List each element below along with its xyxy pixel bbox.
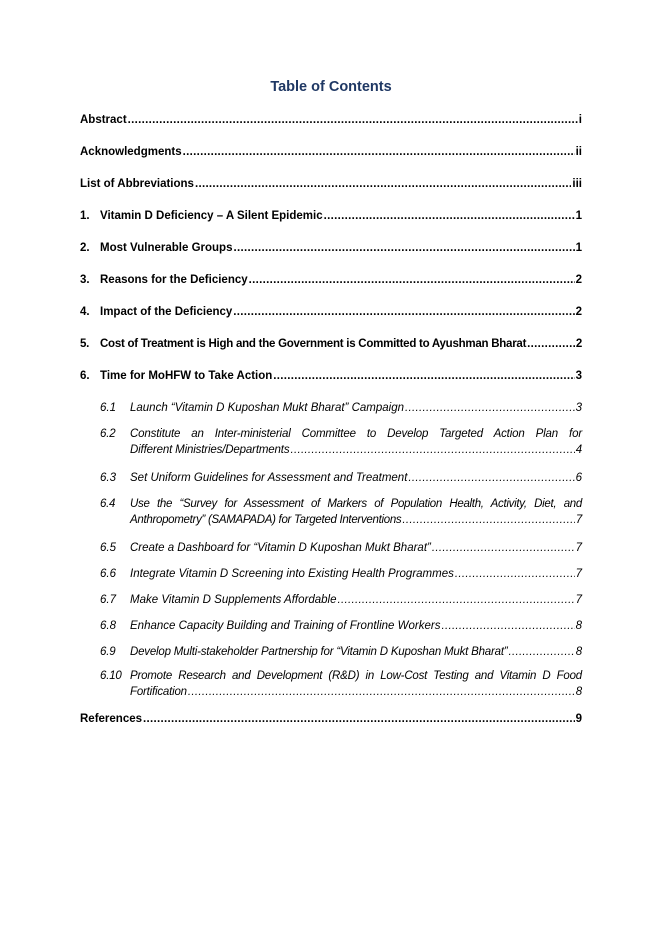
dot-leader — [324, 208, 575, 224]
toc-entry-abstract[interactable] — [80, 112, 582, 128]
toc-entry-acknowledgments[interactable] — [80, 144, 582, 160]
toc-entry-subsection-6-1[interactable] — [80, 400, 582, 416]
toc-entry-section-3[interactable] — [80, 272, 582, 288]
toc-entry-title: Cost of Treatment is High and the Government is Committed to Ayushman Bharat — [100, 338, 527, 350]
toc-entry-title-line-2: Fortification — [130, 686, 187, 698]
subsection-number: 6.8 — [100, 620, 116, 632]
toc-page-number: iii — [572, 178, 582, 190]
dot-leader — [233, 240, 574, 256]
toc-page-number: ii — [575, 146, 582, 158]
toc-entry-title: Create a Dashboard for “Vitamin D Kuposhan Mukt Bharat” — [130, 542, 431, 554]
dot-leader — [508, 644, 574, 660]
toc-entry-section-6[interactable] — [80, 368, 582, 384]
section-number: 4. — [80, 306, 90, 318]
toc-page-number: 2 — [575, 338, 582, 350]
subsection-number: 6.3 — [100, 472, 116, 484]
section-number: 6. — [80, 370, 90, 382]
toc-page-number: 7 — [575, 514, 582, 526]
toc-page-number: 7 — [575, 594, 582, 606]
toc-entry-section-4[interactable] — [80, 304, 582, 320]
subsection-number: 6.6 — [100, 568, 116, 580]
toc-entry-title: Abstract — [80, 114, 127, 126]
toc-entry-title-line-1: Use the “Survey for Assessment of Markers of Population Health, Activity, Diet, and — [130, 498, 582, 510]
toc-page-number: 8 — [575, 646, 582, 658]
subsection-number: 6.1 — [100, 402, 116, 414]
toc-entry-subsection-6-5[interactable] — [80, 540, 582, 556]
toc-entry-title-line-1: Constitute an Inter-ministerial Committee to Develop Targeted Action Plan for — [130, 428, 582, 440]
toc-page-number: 4 — [575, 444, 582, 456]
toc-entry-title: Most Vulnerable Groups — [100, 242, 233, 254]
dot-leader — [337, 592, 574, 608]
subsection-number: 6.4 — [100, 498, 116, 510]
toc-entry-title-line-1: Promote Research and Development (R&D) in Low-Cost Testing and Vitamin D Food — [130, 670, 582, 682]
dot-leader — [290, 442, 574, 458]
toc-entry-title: List of Abbreviations — [80, 178, 194, 190]
toc-entry-title: Impact of the Deficiency — [100, 306, 233, 318]
toc-entry-section-2[interactable] — [80, 240, 582, 256]
dot-leader — [249, 272, 575, 288]
toc-page-number: 1 — [575, 242, 582, 254]
toc-entry-references[interactable] — [80, 711, 582, 727]
toc-page-number: 3 — [575, 402, 582, 414]
dot-leader — [188, 684, 575, 700]
toc-entry-title: Time for MoHFW to Take Action — [100, 370, 273, 382]
toc-entry-title: Enhance Capacity Building and Training of Frontline Workers — [130, 620, 441, 632]
dot-leader — [408, 470, 574, 486]
dot-leader — [143, 711, 575, 727]
toc-page-number: 8 — [575, 686, 582, 698]
toc-entry-subsection-6-10[interactable] — [80, 668, 582, 700]
toc-entry-section-5[interactable] — [80, 336, 582, 352]
section-number: 3. — [80, 274, 90, 286]
dot-leader — [402, 512, 575, 528]
toc-entry-title: Reasons for the Deficiency — [100, 274, 248, 286]
dot-leader — [441, 618, 574, 634]
dot-leader — [405, 400, 575, 416]
toc-entry-subsection-6-4[interactable] — [80, 496, 582, 528]
toc-page-number: 7 — [575, 542, 582, 554]
toc-entry-title: Set Uniform Guidelines for Assessment and Treatment — [130, 472, 408, 484]
toc-page-number: 7 — [575, 568, 582, 580]
toc-entry-title: Develop Multi-stakeholder Partnership for “Vitamin D Kuposhan Mukt Bharat” — [130, 646, 508, 658]
toc-page-number: i — [578, 114, 582, 126]
toc-page-number: 6 — [575, 472, 582, 484]
dot-leader — [273, 368, 574, 384]
subsection-number: 6.2 — [100, 428, 116, 440]
toc-entry-subsection-6-8[interactable] — [80, 618, 582, 634]
section-number: 5. — [80, 338, 90, 350]
dot-leader — [195, 176, 571, 192]
subsection-number: 6.5 — [100, 542, 116, 554]
toc-page-number: 9 — [575, 713, 582, 725]
toc-entry-subsection-6-2[interactable] — [80, 426, 582, 458]
toc-entry-title: Launch “Vitamin D Kuposhan Mukt Bharat” Campaign — [130, 402, 405, 414]
dot-leader — [455, 566, 575, 582]
toc-entry-subsection-6-9[interactable] — [80, 644, 582, 660]
toc-entry-title-line-2: Anthropometry” (SAMAPADA) for Targeted Interventions — [130, 514, 402, 526]
toc-entry-title: Vitamin D Deficiency – A Silent Epidemic — [100, 210, 323, 222]
dot-leader — [233, 304, 574, 320]
toc-entry-title: Integrate Vitamin D Screening into Existing Health Programmes — [130, 568, 454, 580]
toc-page-number: 2 — [575, 274, 582, 286]
toc-entry-title-line-2: Different Ministries/Departments — [130, 444, 290, 456]
toc-page-number: 8 — [575, 620, 582, 632]
dot-leader — [183, 144, 575, 160]
toc-entry-title: Acknowledgments — [80, 146, 182, 158]
toc-entry-subsection-6-3[interactable] — [80, 470, 582, 486]
subsection-number: 6.9 — [100, 646, 116, 658]
toc-page-number: 1 — [575, 210, 582, 222]
subsection-number: 6.10 — [100, 670, 122, 682]
dot-leader — [128, 112, 578, 128]
toc-page-number: 3 — [575, 370, 582, 382]
toc-entry-title: References — [80, 713, 143, 725]
toc-entry-subsection-6-6[interactable] — [80, 566, 582, 582]
section-number: 2. — [80, 242, 90, 254]
toc-page-number: 2 — [575, 306, 582, 318]
subsection-number: 6.7 — [100, 594, 116, 606]
toc-entry-list-of-abbreviations[interactable] — [80, 176, 582, 192]
toc-entry-title: Make Vitamin D Supplements Affordable — [130, 594, 337, 606]
toc-entry-section-1[interactable] — [80, 208, 582, 224]
dot-leader — [527, 336, 575, 352]
dot-leader — [432, 540, 575, 556]
page-title: Table of Contents — [270, 79, 392, 95]
section-number: 1. — [80, 210, 90, 222]
toc-entry-subsection-6-7[interactable] — [80, 592, 582, 608]
